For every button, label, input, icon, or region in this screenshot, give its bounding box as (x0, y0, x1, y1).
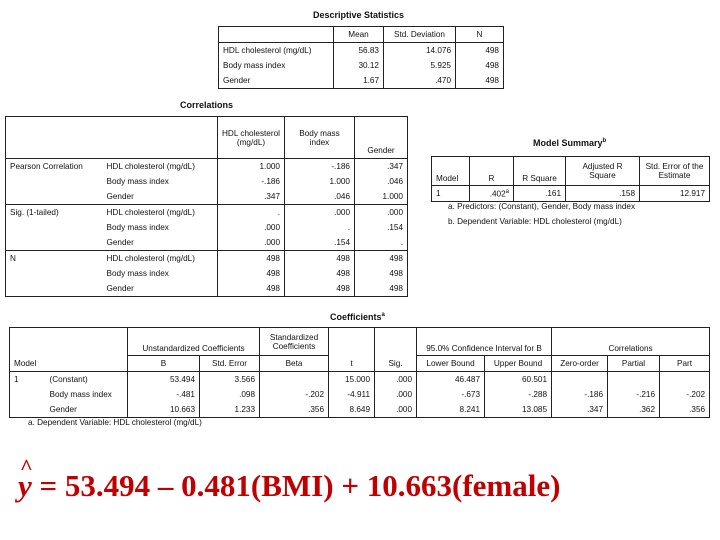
cell (10, 402, 46, 418)
model-summary-title (533, 138, 606, 148)
cell: 498 (218, 251, 285, 267)
cell (552, 372, 608, 388)
row-label: Body mass index (219, 58, 334, 73)
cell: -.481 (128, 387, 200, 402)
cell: 1 (432, 186, 470, 202)
cell: .154 (285, 235, 355, 251)
coefficients-table (9, 327, 710, 418)
model-summary-table (431, 156, 710, 202)
cell: .046 (387, 177, 403, 186)
header-cell: N (456, 27, 504, 43)
header-cell: Sig. (375, 356, 417, 372)
header-cell: Upper Bound (485, 356, 552, 372)
row-label: Body mass index (103, 174, 218, 189)
cell: 3.566 (200, 372, 260, 388)
cell: -.186 (218, 174, 285, 189)
row-label: HDL cholesterol (mg/dL) (103, 251, 218, 267)
cell: .098 (200, 387, 260, 402)
cell: 8.649 (329, 402, 375, 418)
cell: .362 (608, 402, 660, 418)
row-label: HDL cholesterol (mg/dL) (103, 205, 218, 221)
header-cell: Mean (334, 27, 384, 43)
cell (608, 372, 660, 388)
cell: .000 (375, 372, 417, 388)
cell: 60.501 (485, 372, 552, 388)
cell: .470 (384, 73, 456, 89)
header-unstandardized: Unstandardized Coefficients (128, 328, 260, 356)
footnote-marker: b (602, 138, 607, 144)
cell (470, 186, 514, 202)
table-row (6, 281, 408, 297)
header-cell: R Square (514, 157, 566, 186)
cell: .154 (387, 223, 403, 232)
row-label: (Constant) (46, 372, 128, 388)
table-row (219, 73, 504, 89)
cell: .000 (218, 220, 285, 235)
corner-cell (10, 328, 46, 356)
header-cell: Body mass index (285, 117, 355, 159)
cell: 498 (485, 46, 499, 55)
row-label: HDL cholesterol (mg/dL) (103, 159, 218, 175)
header-cell: B (128, 356, 200, 372)
cell: .347 (218, 189, 285, 205)
table-row (6, 174, 408, 189)
header-cell: Std. Error (200, 356, 260, 372)
cell: .347 (552, 402, 608, 418)
table-row (219, 43, 504, 59)
cell: 12.917 (679, 189, 705, 198)
table-row (10, 372, 710, 388)
footnote-marker: a (381, 312, 385, 318)
cell: .161 (514, 186, 566, 202)
group-label: Sig. (1-tailed) (10, 208, 59, 217)
cell: 498 (389, 269, 403, 278)
row-label: Gender (103, 189, 218, 205)
cell: -.186 (285, 159, 355, 175)
cell: .000 (375, 402, 417, 418)
cell (10, 387, 46, 402)
corner-cell (46, 328, 128, 356)
y-hat-symbol: ^ y (18, 468, 32, 503)
cell: -.202 (686, 390, 706, 399)
cell: 1.67 (334, 73, 384, 89)
table-row (6, 266, 408, 281)
cell: .000 (285, 205, 355, 221)
row-label: Body mass index (103, 266, 218, 281)
cell: .000 (387, 208, 403, 217)
row-label: Gender (103, 281, 218, 297)
header-cell: R (470, 157, 514, 186)
table-row (219, 58, 504, 73)
header-cell: Model (10, 356, 46, 372)
cell: .046 (285, 189, 355, 205)
row-label: HDL cholesterol (mg/dL) (219, 43, 334, 59)
header-cell: Adjusted R Square (566, 157, 640, 186)
table-row (6, 205, 408, 221)
cell: 498 (285, 281, 355, 297)
cell: 498 (218, 281, 285, 297)
cell: 1.000 (355, 189, 408, 205)
group-label: Pearson Correlation (10, 162, 83, 171)
header-cell: Part (660, 356, 710, 372)
equation-rhs: = 53.494 – 0.481(BMI) + 10.663(female) (31, 468, 561, 503)
row-label: Gender (46, 402, 128, 418)
cell: 1.233 (200, 402, 260, 418)
corner-cell (6, 117, 103, 159)
cell: 53.494 (128, 372, 200, 388)
cell: .347 (387, 162, 403, 171)
cell: .000 (375, 387, 417, 402)
cell: 13.085 (485, 402, 552, 418)
corner-cell (103, 117, 218, 159)
descriptive-stats-table (218, 26, 504, 89)
header-cell: Partial (608, 356, 660, 372)
model-summary-note-a: a. Predictors: (Constant), Gender, Body mass index (448, 202, 636, 211)
cell: 1.000 (285, 174, 355, 189)
header-cell: Gender (355, 117, 408, 159)
cell: . (355, 235, 408, 251)
table-row (6, 159, 408, 175)
table-row (10, 402, 710, 418)
correlations-title: Correlations (180, 100, 234, 110)
cell: 498 (389, 284, 403, 293)
table-row (6, 235, 408, 251)
table-row (6, 251, 408, 267)
cell: 46.487 (417, 372, 485, 388)
row-label: Body mass index (103, 220, 218, 235)
cell: -.673 (417, 387, 485, 402)
header-cell: Std. Error of the Estimate (640, 157, 710, 186)
row-label: Gender (219, 73, 334, 89)
model-summary-note-b: b. Dependent Variable: HDL cholesterol (mg/dL) (448, 217, 622, 226)
cell: .356 (260, 402, 329, 418)
coefficients-title (330, 312, 385, 322)
table-row (6, 189, 408, 205)
cell: 15.000 (329, 372, 375, 388)
row-label: Body mass index (46, 387, 128, 402)
footnote-marker: a (505, 189, 509, 196)
cell: 498 (485, 76, 499, 85)
cell: 56.83 (334, 43, 384, 59)
cell: -.186 (552, 387, 608, 402)
header-cell: Std. Deviation (384, 27, 456, 43)
coefficients-title-text: Coefficients (330, 312, 382, 322)
header-cell: Model (432, 157, 470, 186)
row-label: Gender (103, 235, 218, 251)
table-row (6, 220, 408, 235)
header-cell: t (329, 356, 375, 372)
table-row (10, 387, 710, 402)
cell: 1 (14, 375, 19, 384)
table-row (432, 186, 710, 202)
cell: 30.12 (334, 58, 384, 73)
cell: -.288 (485, 387, 552, 402)
cell: . (285, 220, 355, 235)
cell: 498 (218, 266, 285, 281)
coefficients-note: a. Dependent Variable: HDL cholesterol (mg/dL) (28, 418, 202, 427)
cell: 5.925 (384, 58, 456, 73)
cell: -.202 (260, 387, 329, 402)
cell: .356 (689, 405, 706, 414)
cell (660, 372, 710, 388)
regression-equation (18, 468, 560, 504)
cell: .000 (218, 235, 285, 251)
r-value: .402 (489, 189, 506, 199)
cell: .158 (566, 186, 640, 202)
cell: 14.076 (384, 43, 456, 59)
cell: 498 (285, 251, 355, 267)
cell: 8.241 (417, 402, 485, 418)
cell: . (218, 205, 285, 221)
cell: -.216 (608, 387, 660, 402)
model-summary-title-text: Model Summary (533, 138, 603, 148)
cell: 498 (285, 266, 355, 281)
cell: 1.000 (218, 159, 285, 175)
correlations-table (5, 116, 408, 297)
header-cell: Beta (260, 356, 329, 372)
header-cell: Lower Bound (417, 356, 485, 372)
group-label: N (10, 254, 16, 263)
cell (260, 372, 329, 388)
header-cell: HDL cholesterol (mg/dL) (218, 117, 285, 159)
header-cell: Zero-order (552, 356, 608, 372)
cell: 10.663 (128, 402, 200, 418)
header-correlations: Correlations (608, 344, 653, 353)
cell: -4.911 (329, 387, 375, 402)
cell: 498 (485, 61, 499, 70)
header-confidence-interval: 95.0% Confidence Interval for B (417, 328, 552, 356)
cell: 498 (389, 254, 403, 263)
header-standardized: Standardized Coefficients (260, 328, 329, 356)
descriptive-stats-title: Descriptive Statistics (313, 10, 405, 20)
header-cell (219, 27, 334, 43)
